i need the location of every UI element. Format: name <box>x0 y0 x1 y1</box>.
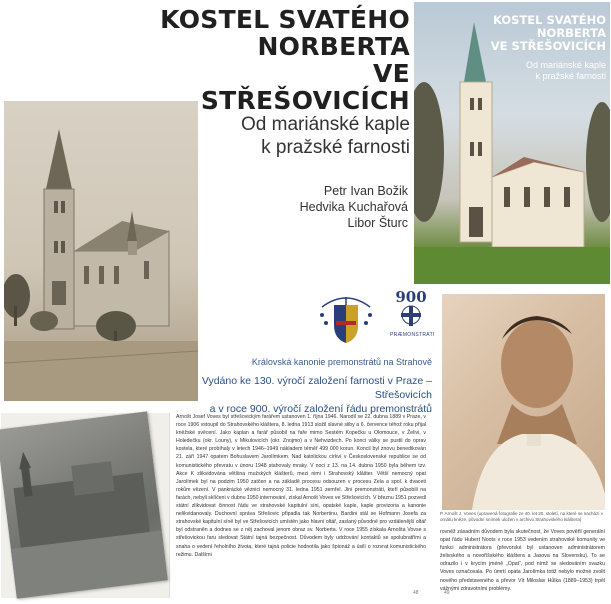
book-title-line-1: KOSTEL SVATÉHO <box>160 5 410 34</box>
dedication-line-1: Vydáno ke 130. výročí založení farnosti v Praze – Střešovicích <box>201 375 432 401</box>
article-column-1: Arnošt Josef Voves byl střešovickým farářem ustanoven 1. října 1946. Narodil se 22. dubna 1889 v Praze, v roce 1906 vstoupil do Strahovského kláštera, 8. ledna 1913 složil slavné sliby a 6. července téhož roku přijal kněžské svěcení. Jako kaplan a farář působil na faře mimo Sestém Kopečku u Olomouce, v Želivi, v Holedečku (okr. Louny), v Mikulovicích (okr. Znojmo) a v Nehvizdech. Po konci války se pustil do oprav kostela, které probíhaly v letech 1946–1949 nákladem téměř 499 000 korun. Koncil byl znovu benedikován 21. září 1947 opatem Bohuslavem Jarolímkem. Nad katolickou církví v Československé republice se od komunistického převratu v únoru 1948 stahovaly mraky. V noci z 13. na 14. dubna 1950 byla během tzv. Akce K zlikvidována většina mužských klášterů, mezi nimi i Strahovský klášter. Větší nemocný opat Jarolímek byl na podzim 1950 zatčen a na základě procesu odsouzen v procesu Zela a spol. k dvaceti rokům vězení. V pankrácké věznici nemocný 31. ledna 1951 zemřel. Jiní premonstráti, kteří působili na farách, nebyli sklíčeni v dubnu 1950 internování, získal Arnošt Voves ve Střešovicích. V březnu 1951 pozvedl státní zlikvidovat činnost řádu ve strahovské kapitulní síni, opatské kaple, kaple provizoria a kanonie nelikvidanovaly. Duchovní správa Střešovic připadla tak Norbertinu. Bardini stál se Hofmann Josefa za strahovské kapitulní síně byl ve Střešovicích umístěn jako hlavní oltář, zaslaný původně pro vzdálenější oltář byl odstraněn a dodnes se z něj zachoval jenom obraz sv. Norberta. V roce 1955 získala Arnošta Vovse s střešovickou faru sledovat Státní tajná bezpečnost. Důvodem byly udržování kontaktů se spolubratřími a snaha o vedení řeholního života, které tajná policie hodnotila jako špionáž a úsilí o rozvrat komunistického režimu. Dalšími <box>176 414 426 558</box>
publisher-organization: Královská kanonie premonstrátů na Strahově <box>251 357 432 367</box>
monastery-drawing <box>0 411 168 598</box>
cover-subtitle-line-2: k pražské farnosti <box>535 71 606 81</box>
cover-title-line-1: KOSTEL SVATÉHO <box>493 13 606 27</box>
article-column-2: rovněž zásadním důvodem byla skutečnost, že Voves pověřil generální opat řádu Hubert Noots v roce 1953 vedením strahovské komunity ve funkci administrátora (převorské byl ustanoven administrátorem želivského a novoříšského kláštera a Jasova na Slovensku). To se odrazilo i v krycím jméně „Opat“, pod nímž se sledováním svazku Voves označovala. Po úmrtí opata Jarolímka totiž nebylo možné zvolit nového představeného a převor Vít Miloslav Hůlka (1889–1953) trpěl vážnými zdravotními problémy. <box>440 529 605 592</box>
historic-church-drawing <box>4 101 198 401</box>
priest-portrait-photo <box>442 294 605 510</box>
book-title-line-2: NORBERTA <box>257 32 410 61</box>
book-authors <box>250 183 408 231</box>
dedication <box>160 374 432 416</box>
book-subtitle-line-2: k pražské farnosti <box>261 137 410 158</box>
monastery-aerial-photo <box>0 411 168 598</box>
author-1: Petr Ivan Božik <box>323 184 408 198</box>
coat-of-arms-icon <box>316 293 376 345</box>
historic-church-photo <box>4 101 198 401</box>
book-title <box>160 6 410 114</box>
cover-subtitle <box>414 60 610 82</box>
cover-photo <box>414 2 610 284</box>
anniversary-900-logo <box>390 288 435 338</box>
priest-portrait-drawing <box>442 294 605 510</box>
book-subtitle-line-1: Od mariánské kaple <box>241 114 410 135</box>
cover-title-line-2: NORBERTA <box>536 26 606 40</box>
dedication-line-2: a v roce 900. výročí založení řádu premonstrátů <box>209 403 432 415</box>
cover-subtitle-line-1: Od mariánské kaple <box>525 60 606 70</box>
cover-title-line-3: VE STŘEŠOVICÍCH <box>490 39 606 53</box>
page-number-left: 48 <box>413 590 419 596</box>
anniversary-word: PRÆMONSTRATI <box>390 332 435 338</box>
cover-title <box>414 14 610 53</box>
anniversary-number: 900 <box>395 288 427 306</box>
book-subtitle <box>180 113 410 159</box>
book-title-line-3: VE STŘEŠOVICÍCH <box>200 59 410 115</box>
cross-emblem-icon <box>390 305 432 327</box>
author-2: Hedvika Kuchařová <box>299 200 408 214</box>
page-number-right: 49 <box>444 590 450 596</box>
author-3: Libor Šturc <box>347 216 408 230</box>
coat-of-arms-logo <box>316 293 376 345</box>
portrait-caption: P. Arnošt J. Voves (upravená fotografie ze 40. let 20. století, na které se nachází v ornátu kněze, původní snímek uložen v archivu Strahovského kláštera) <box>440 511 604 522</box>
